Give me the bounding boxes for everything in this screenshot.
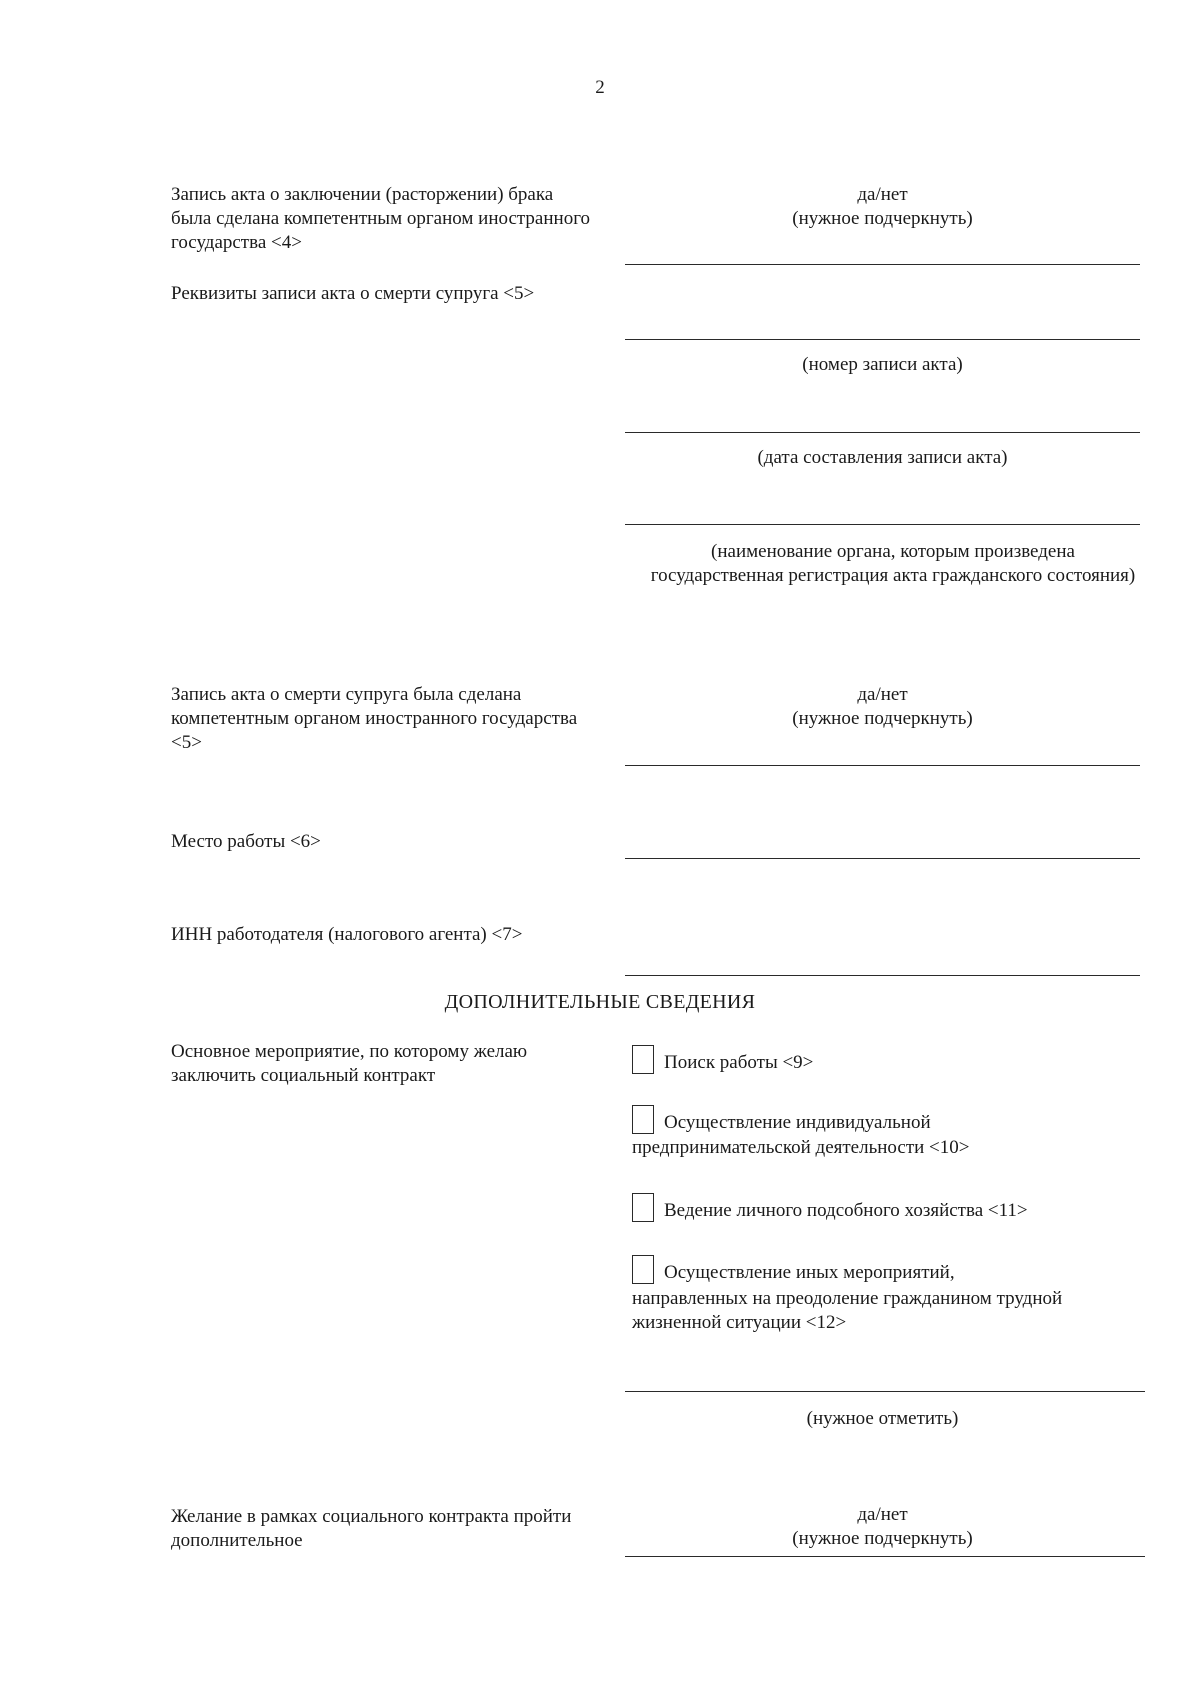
yes-no-note: (нужное подчеркнуть) <box>792 1528 973 1549</box>
option-other-activities[interactable] <box>632 1255 1152 1285</box>
workplace-line[interactable] <box>625 858 1140 859</box>
death-record-number-line[interactable] <box>625 339 1140 340</box>
checkbox[interactable] <box>632 1255 654 1284</box>
checkbox[interactable] <box>632 1193 654 1222</box>
field-label-employer-inn: ИНН работодателя (налогового агента) <7> <box>171 924 523 945</box>
option-label: Осуществление индивидуальной <box>664 1112 931 1133</box>
field-label-main-activity: Основное мероприятие, по которому желаю заключить социальный контракт <box>171 1041 528 1086</box>
field-label-workplace: Место работы <6> <box>171 831 321 852</box>
option-label: Ведение личного подсобного хозяйства <11> <box>664 1200 1028 1221</box>
field-line <box>625 765 1140 766</box>
option-label: Осуществление иных мероприятий, <box>664 1262 955 1283</box>
field-label-death-foreign: Запись акта о смерти супруга была сделана компетентным органом иностранного государства <5> <box>171 684 578 753</box>
field-line <box>625 1391 1145 1392</box>
field-line <box>625 1556 1145 1557</box>
yes-no-note: (нужное подчеркнуть) <box>792 708 973 729</box>
death-record-date-line[interactable] <box>625 432 1140 433</box>
section-heading: ДОПОЛНИТЕЛЬНЫЕ СВЕДЕНИЯ <box>444 991 756 1013</box>
checkbox[interactable] <box>632 1045 654 1074</box>
field-label-death-record: Реквизиты записи акта о смерти супруга <5> <box>171 283 535 304</box>
employer-inn-line[interactable] <box>625 975 1140 976</box>
option-label-cont: направленных на преодоление гражданином трудной жизненной ситуации <12> <box>632 1288 1063 1333</box>
caption-record-date: (дата составления записи акта) <box>757 447 1008 468</box>
option-household[interactable] <box>632 1193 1152 1223</box>
option-label: Поиск работы <9> <box>664 1052 814 1073</box>
yes-no-value[interactable]: да/нет <box>857 184 908 205</box>
page-number: 2 <box>595 77 605 98</box>
select-note: (нужное отметить) <box>806 1408 959 1429</box>
yes-no-value[interactable]: да/нет <box>857 684 908 705</box>
caption-record-number: (номер записи акта) <box>802 354 963 375</box>
yes-no-value[interactable]: да/нет <box>857 1504 908 1525</box>
field-line <box>625 264 1140 265</box>
death-record-org-line[interactable] <box>625 524 1140 525</box>
field-label-additional-training: Желание в рамках социального контракта пройти дополнительное <box>171 1506 572 1551</box>
checkbox[interactable] <box>632 1105 654 1134</box>
yes-no-note: (нужное подчеркнуть) <box>792 208 973 229</box>
option-entrepreneurship[interactable] <box>632 1105 1152 1135</box>
option-label-cont: предпринимательской деятельности <10> <box>632 1137 970 1158</box>
caption-record-org: (наименование органа, которым произведена государственная регистрация акта гражданского состояния) <box>650 541 1136 586</box>
field-label-marriage-foreign: Запись акта о заключении (расторжении) брака была сделана компетентным органом иностранного государства <4> <box>171 184 591 253</box>
option-job-search[interactable] <box>632 1045 1152 1075</box>
